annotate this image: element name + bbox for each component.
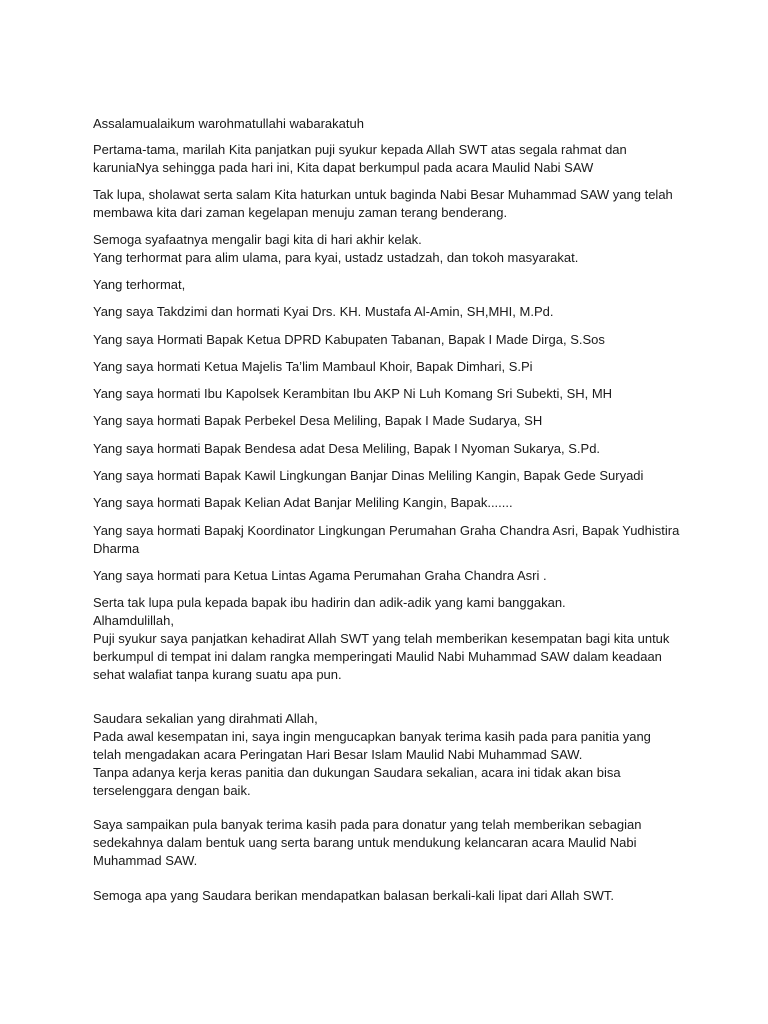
paragraph-line: Muhammad SAW. <box>93 853 198 868</box>
honorific-line: Yang saya hormati Bapak Kelian Adat Banjar Meliling Kangin, Bapak....... <box>93 495 513 510</box>
paragraph-line: Alhamdulillah, <box>93 613 174 628</box>
honorific-line: Yang saya hormati Bapakj Koordinator Lingkungan Perumahan Graha Chandra Asri, Bapak Yudhistira <box>93 523 680 538</box>
paragraph-line: Serta tak lupa pula kepada bapak ibu hadirin dan adik-adik yang kami banggakan. <box>93 595 566 610</box>
paragraph-line: sehat walafiat tanpa kurang suatu apa pun. <box>93 667 342 682</box>
honorific-line: Dharma <box>93 541 140 556</box>
paragraph-line: terselenggara dengan baik. <box>93 783 251 798</box>
honorific-line: Yang saya hormati Ketua Majelis Ta’lim Mambaul Khoir, Bapak Dimhari, S.Pi <box>93 359 533 374</box>
paragraph-line: telah mengadakan acara Peringatan Hari Besar Islam Maulid Nabi Muhammad SAW. <box>93 747 583 762</box>
paragraph-line: Tanpa adanya kerja keras panitia dan dukungan Saudara sekalian, acara ini tidak akan bisa <box>93 765 621 780</box>
paragraph-line: Puji syukur saya panjatkan kehadirat Allah SWT yang telah memberikan kesempatan bagi kita untuk <box>93 631 670 646</box>
paragraph-line: sedekahnya dalam bentuk uang serta barang untuk mendukung kelancaran acara Maulid Nabi <box>93 835 637 850</box>
honorific-line: Yang saya Takdzimi dan hormati Kyai Drs. KH. Mustafa Al-Amin, SH,MHI, M.Pd. <box>93 304 554 319</box>
paragraph-line: Yang terhormat, <box>93 277 186 292</box>
paragraph-line: Tak lupa, sholawat serta salam Kita haturkan untuk baginda Nabi Besar Muhammad SAW yang telah <box>93 187 673 202</box>
paragraph-line: berkumpul di tempat ini dalam rangka memperingati Maulid Nabi Muhammad SAW dalam keadaan <box>93 649 662 664</box>
honorific-line: Yang saya hormati Bapak Perbekel Desa Meliling, Bapak I Made Sudarya, SH <box>93 413 543 428</box>
honorific-line: Yang saya hormati para Ketua Lintas Agama Perumahan Graha Chandra Asri . <box>93 568 547 583</box>
honorific-line: Yang saya hormati Ibu Kapolsek Kerambitan Ibu AKP Ni Luh Komang Sri Subekti, SH, MH <box>93 386 613 401</box>
paragraph-line: Yang terhormat para alim ulama, para kyai, ustadz ustadzah, dan tokoh masyarakat. <box>93 250 579 265</box>
paragraph-line: Pada awal kesempatan ini, saya ingin mengucapkan banyak terima kasih pada para panitia yang <box>93 729 651 744</box>
greeting-line: Assalamualaikum warohmatullahi wabarakatuh <box>93 116 364 131</box>
honorific-line: Yang saya hormati Bapak Kawil Lingkungan Banjar Dinas Meliling Kangin, Bapak Gede Suryadi <box>93 468 644 483</box>
paragraph-line: Pertama-tama, marilah Kita panjatkan puji syukur kepada Allah SWT atas segala rahmat dan <box>93 142 627 157</box>
honorific-line: Yang saya hormati Bapak Bendesa adat Desa Meliling, Bapak I Nyoman Sukarya, S.Pd. <box>93 441 601 456</box>
honorific-line: Yang saya Hormati Bapak Ketua DPRD Kabupaten Tabanan, Bapak I Made Dirga, S.Sos <box>93 332 605 347</box>
paragraph-line: Saya sampaikan pula banyak terima kasih pada para donatur yang telah memberikan sebagian <box>93 817 642 832</box>
paragraph-line: Semoga apa yang Saudara berikan mendapatkan balasan berkali-kali lipat dari Allah SWT. <box>93 888 615 903</box>
paragraph-line: karuniaNya sehingga pada hari ini, Kita dapat berkumpul pada acara Maulid Nabi SAW <box>93 160 594 175</box>
paragraph-line: membawa kita dari zaman kegelapan menuju zaman terang benderang. <box>93 205 508 220</box>
paragraph-line: Semoga syafaatnya mengalir bagi kita di hari akhir kelak. <box>93 232 422 247</box>
paragraph-line: Saudara sekalian yang dirahmati Allah, <box>93 711 318 726</box>
